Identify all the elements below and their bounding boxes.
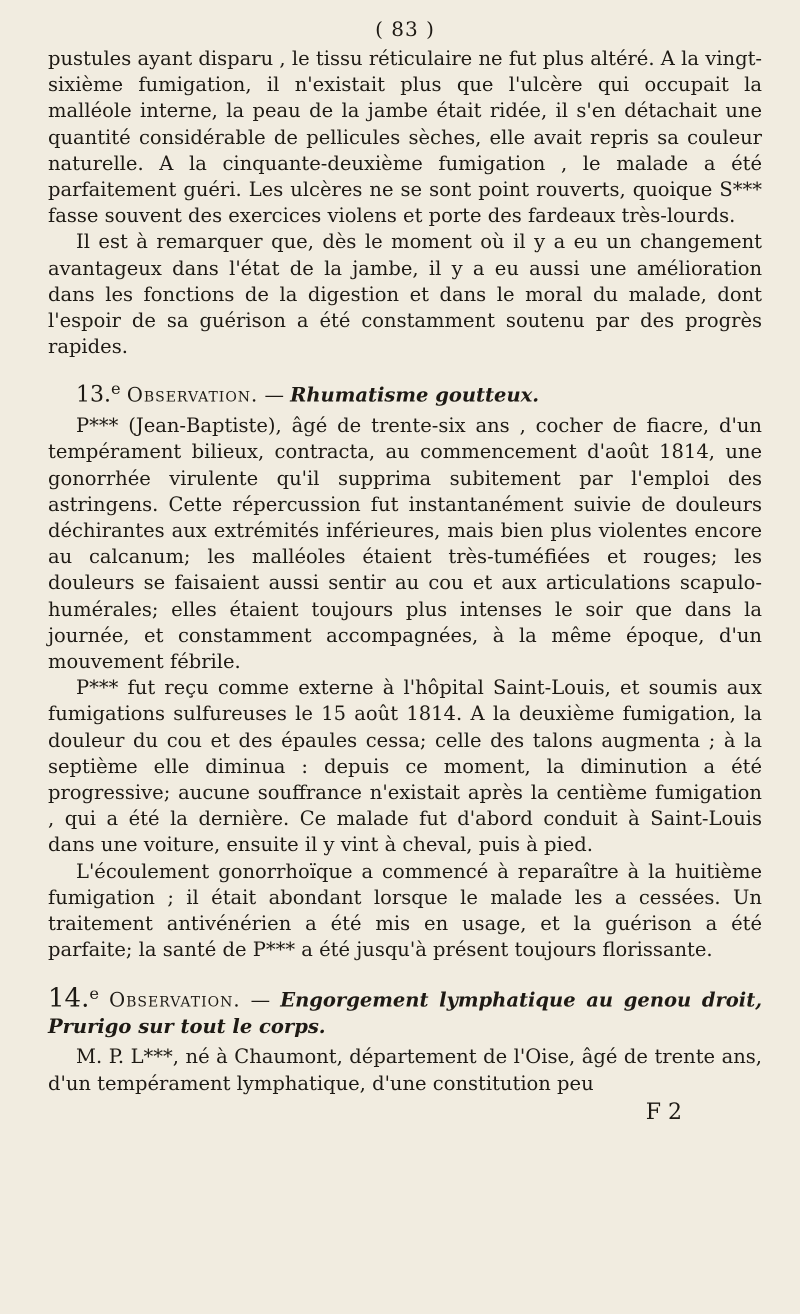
observation-13-title: Rhumatisme goutteux. [290, 383, 540, 407]
paragraph-2: Il est à remarquer que, dès le moment où il y a eu un changement avantageux dans l'état de la jambe, il y a eu aussi une amélioration dans les fonctions de la digestion et dans le moral du malade, dont l'espoir de sa guérison a été constamment soutenu par des progrès rapides. [48, 230, 762, 359]
book-page [48, 16, 762, 1296]
observation-14-heading [48, 981, 762, 1040]
observation-14-ordinal: e [89, 984, 99, 1004]
observation-13-dash: — [264, 383, 284, 407]
observation-14-label: Observation. [109, 988, 241, 1012]
observation-13-label: Observation. [126, 383, 259, 407]
paragraph-3: P*** (Jean-Baptiste), âgé de trente-six ans , cocher de fiacre, d'un tempérament bilieux, contracta, au commencement d'août 1814, une gonorrhée virulente qu'il supprima subitement par l'emploi des astringens. Cette répercussion fut instantanément suivie de douleurs déchirantes aux extrémités inférieures, mais bien plus violentes encore au calcanum; les malléoles étaient très-tuméfiées et rouges; les douleurs se faisaient aussi sentir au cou et aux articulations scapulo-humérales; elles étaient toujours plus intenses le soir que dans la journée, et constamment accompagnées, à la même époque, d'un mouvement fébrile. [48, 414, 762, 673]
observation-14-dash: — [250, 988, 271, 1012]
page-number: ( 83 ) [375, 17, 435, 41]
paragraph-4: P*** fut reçu comme externe à l'hôpital Saint-Louis, et soumis aux fumigations sulfureuses le 15 août 1814. A la deuxième fumigation, la douleur du cou et des épaules cessa; celle des talons augmenta ; à la septième elle diminua : depuis ce moment, la diminution a été progressive; aucune souffrance n'existait après la centième fumigation , qui a été la dernière. Ce malade fut d'abord conduit à Saint-Louis dans une voiture, ensuite il y vint à cheval, puis à pied. [48, 676, 762, 857]
paragraph-5: L'écoulement gonorrhoïque a commencé à reparaître à la huitième fumigation ; il était abondant lorsque le malade les a cessées. Un traitement antivénérien a été mis en usage, et la guérison a été parfaite; la santé de P*** a été jusqu'à présent toujours florissante. [48, 859, 762, 962]
observation-14-title: Engorgement lymphatique au genou droit, Prurigo sur tout le corps. [48, 988, 763, 1039]
signature-mark: F 2 [645, 1099, 682, 1125]
paragraph-1: pustules ayant disparu , le tissu réticulaire ne fut plus altéré. A la vingt-sixième fumigation, il n'existait plus que l'ulcère qui occupait la malléole interne, la peau de la jambe était ridée, il s'en détachait une quantité considérable de pellicules sèches, elle avait repris sa couleur naturelle. A la cinquante-deuxième fumigation , le malade a été parfaitement guéri. Les ulcères ne se sont point rouverts, quoique S*** fasse souvent des exercices violens et porte des fardeaux très-lourds. [48, 47, 762, 228]
observation-13-heading [48, 376, 762, 409]
observation-13-ordinal: e [111, 379, 121, 399]
paragraph-6: M. P. L***, né à Chaumont, département de l'Oise, âgé de trente ans, d'un tempérament lymphatique, d'une constitution peu [48, 1045, 762, 1095]
observation-14-number: 14. [48, 983, 90, 1014]
observation-13-number: 13. [76, 382, 111, 408]
